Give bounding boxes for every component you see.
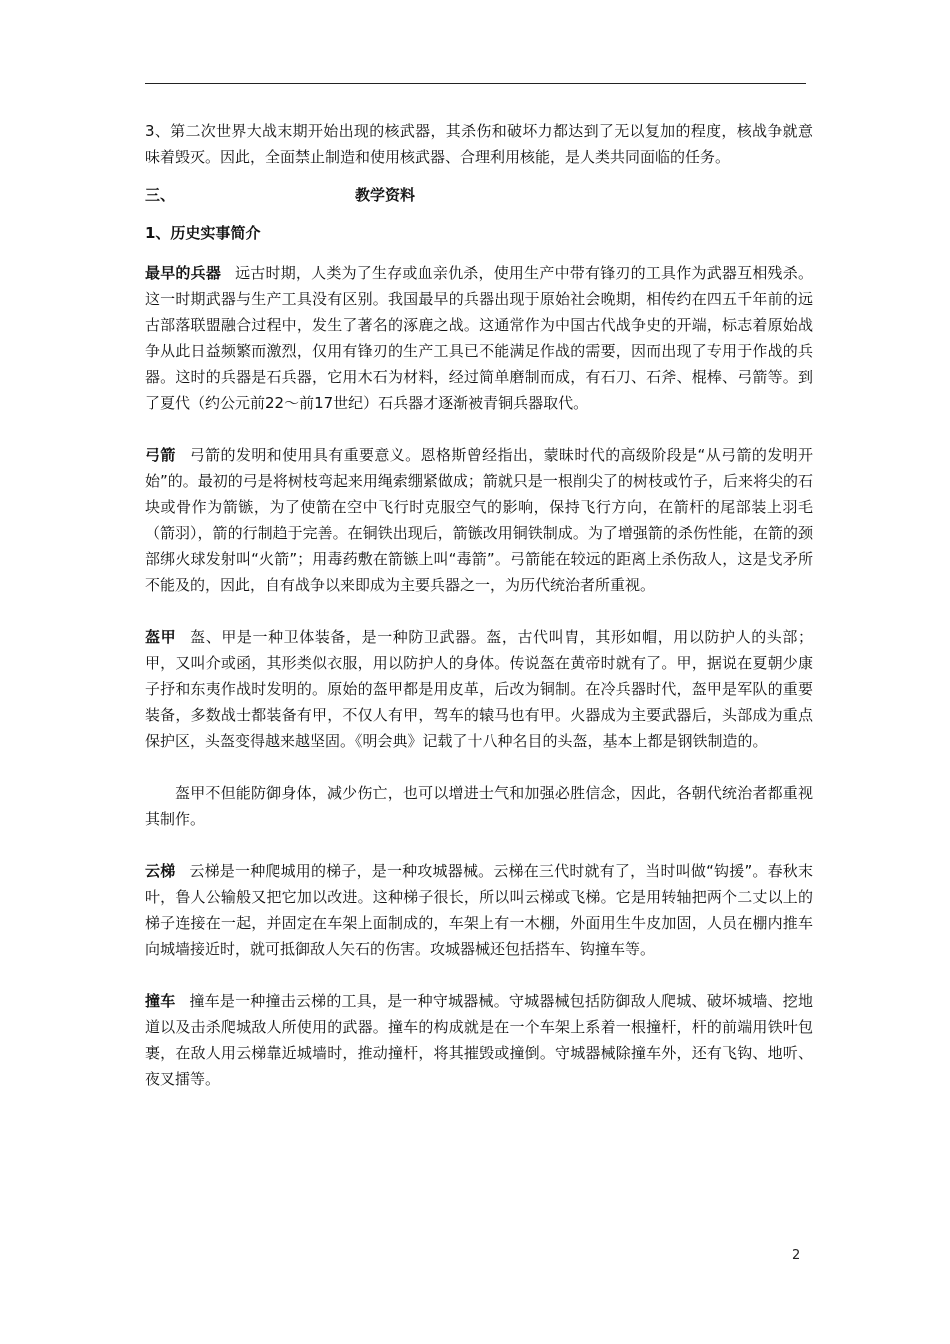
- entry-term: 撞车: [145, 992, 176, 1010]
- page-number: 2: [792, 1248, 801, 1263]
- entry-armor: [145, 624, 813, 754]
- entry-term: 云梯: [145, 862, 176, 880]
- entry-term: 弓箭: [145, 446, 176, 464]
- paragraph-nuclear-weapons: 3、第二次世界大战末期开始出现的核武器，其杀伤和破坏力都达到了无以复加的程度，核战争就意味着毁灭。因此，全面禁止制造和使用核武器、合理利用核能，是人类共同面临的任务。: [145, 122, 813, 166]
- entry-text: 云梯是一种爬城用的梯子，是一种攻城器械。云梯在三代时就有了，当时叫做“钩援”。春秋末叶，鲁人公输般又把它加以改进。这种梯子很长，所以叫云梯或飞梯。它是用转轴把两个二丈以上的梯子连接在一起，并固定在车架上面制成的，车架上有一木棚，外面用生牛皮加固，人员在棚内推车向城墙接近时，就可抵御敌人矢石的伤害。攻城器械还包括搭车、钩撞车等。: [145, 862, 813, 958]
- entry-term: 盔甲: [145, 628, 177, 646]
- entry-scaling-ladder: [145, 858, 813, 962]
- entry-term: 最早的兵器: [145, 264, 222, 282]
- entry-ramming-cart: [145, 988, 813, 1092]
- entry-text: 撞车是一种撞击云梯的工具，是一种守城器械。守城器械包括防御敌人爬城、破坏城墙、挖地道以及击杀爬城敌人所使用的武器。撞车的构成就是在一个车架上系着一根撞杆，杆的前端用铁叶包裹，在敌人用云梯靠近城墙时，推动撞杆，将其摧毁或撞倒。守城器械除撞车外，还有飞钩、地听、夜叉擂等。: [145, 992, 813, 1088]
- section-heading: [145, 182, 813, 208]
- subsection-heading: 1、历史实事简介: [145, 224, 261, 242]
- paragraph-armor-follow-up: 盔甲不但能防御身体，减少伤亡，也可以增进士气和加强必胜信念，因此，各朝代统治者都重视其制作。: [145, 784, 813, 828]
- entry-text: 远古时期，人类为了生存或血亲仇杀，使用生产中带有锋刃的工具作为武器互相残杀。这一时期武器与生产工具没有区别。我国最早的兵器出现于原始社会晚期，相传约在四五千年前的远古部落联盟融合过程中，发生了著名的涿鹿之战。这通常作为中国古代战争史的开端，标志着原始战争从此日益频繁而激烈，仅用有锋刃的生产工具已不能满足作战的需要，因而出现了专用于作战的兵器。这时的兵器是石兵器，它用木石为材料，经过简单磨制而成，有石刀、石斧、棍棒、弓箭等。到了夏代（约公元前22～前17世纪）石兵器才逐渐被青铜兵器取代。: [145, 264, 813, 412]
- section-title: 教学资料: [355, 186, 416, 204]
- section-number: 三、: [145, 186, 176, 204]
- entry-text: 弓箭的发明和使用具有重要意义。恩格斯曾经指出，蒙昧时代的高级阶段是“从弓箭的发明开始”的。最初的弓是将树枝弯起来用绳索绷紧做成；箭就只是一根削尖了的树枝或竹子，后来将尖的石块或骨作为箭镞，为了使箭在空中飞行时克服空气的影响，保持飞行方向，在箭杆的尾部装上羽毛（箭羽），箭的行制趋于完善。在铜铁出现后，箭镞改用铜铁制成。为了增强箭的杀伤性能，在箭的颈部绑火球发射叫“火箭”；用毒药敷在箭镞上叫“毒箭”。弓箭能在较远的距离上杀伤敌人，这是戈矛所不能及的，因此，自有战争以来即成为主要兵器之一，为历代统治者所重视。: [145, 446, 813, 594]
- entry-bow-arrow: [145, 442, 813, 598]
- header-rule: [145, 83, 806, 84]
- entry-text: 盔、甲是一种卫体装备，是一种防卫武器。盔，古代叫胄，其形如帽，用以防护人的头部；甲，又叫介或函，其形类似衣服，用以防护人的身体。传说盔在黄帝时就有了。甲，据说在夏朝少康子抒和东夷作战时发明的。原始的盔甲都是用皮革，后改为铜制。在冷兵器时代，盔甲是军队的重要装备，多数战士都装备有甲，不仅人有甲，驾车的辕马也有甲。火器成为主要武器后，头部成为重点保护区，头盔变得越来越坚固。《明会典》记载了十八种名目的头盔，基本上都是钢铁制造的。: [145, 628, 813, 750]
- document-body: [145, 118, 813, 1092]
- entry-earliest-weapons: [145, 260, 813, 416]
